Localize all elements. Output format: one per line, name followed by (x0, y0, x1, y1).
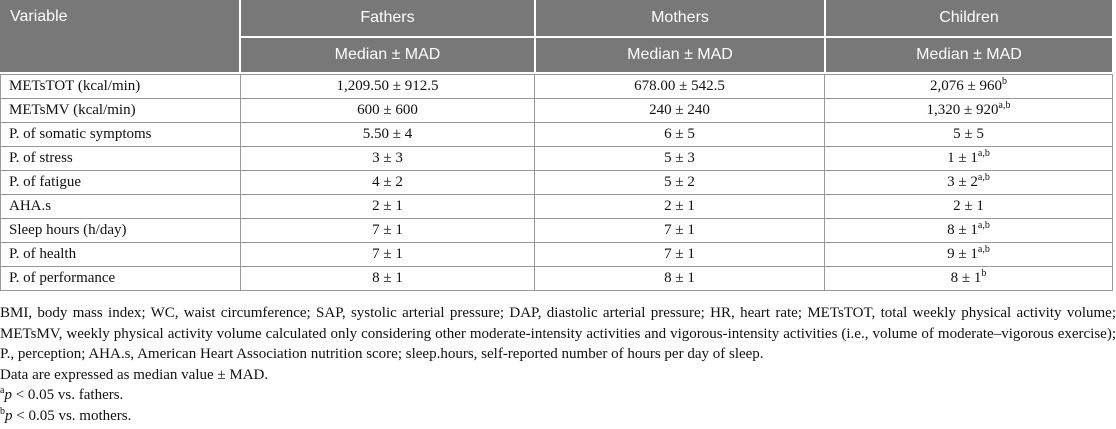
mothers-value-cell: 2 ± 1 (535, 195, 825, 219)
header-group-mothers: Mothers (536, 0, 824, 36)
fathers-value-cell: 3 ± 3 (241, 147, 535, 171)
header-group-children: Children (826, 0, 1112, 36)
children-value-cell (825, 267, 1113, 291)
significance-text-b: < 0.05 vs. mothers. (12, 407, 132, 424)
variable-cell: P. of somatic symptoms (1, 123, 241, 147)
table-row (1, 267, 1113, 291)
fathers-value-cell: 7 ± 1 (241, 243, 535, 267)
p-symbol: p (4, 387, 12, 403)
fathers-value-cell: 1,209.50 ± 912.5 (241, 75, 535, 99)
table-row (1, 195, 1113, 219)
mothers-value-cell: 8 ± 1 (535, 267, 825, 291)
fathers-value-cell: 4 ± 2 (241, 171, 535, 195)
significance-superscript: b (1001, 76, 1007, 88)
significance-note-b (0, 406, 1116, 427)
children-value: 1 ± 1 (947, 150, 978, 167)
subheader-fathers-median-mad: Median ± MAD (241, 38, 534, 72)
children-value: 1,320 ± 920 (926, 102, 999, 119)
children-value-cell (825, 123, 1113, 147)
fathers-value-cell: 600 ± 600 (241, 99, 535, 123)
table-header (0, 0, 1112, 72)
mothers-value-cell: 6 ± 5 (535, 123, 825, 147)
children-value: 9 ± 1 (947, 246, 978, 263)
table-row (1, 171, 1113, 195)
significance-superscript: a,b (977, 148, 990, 160)
subheader-mothers-median-mad: Median ± MAD (536, 38, 824, 72)
table-row (1, 243, 1113, 267)
variable-cell: Sleep hours (h/day) (1, 219, 241, 243)
variable-cell: P. of stress (1, 147, 241, 171)
children-value-cell (825, 219, 1113, 243)
children-value: 2,076 ± 960 (930, 78, 1002, 95)
table-row (1, 219, 1113, 243)
header-group-fathers: Fathers (241, 0, 534, 36)
children-value-cell (825, 195, 1113, 219)
mothers-value-cell: 5 ± 3 (535, 147, 825, 171)
table-row (1, 99, 1113, 123)
children-value-cell (825, 243, 1113, 267)
children-value: 8 ± 1 (950, 270, 982, 287)
fathers-value-cell: 7 ± 1 (241, 219, 535, 243)
mothers-value-cell: 7 ± 1 (535, 243, 825, 267)
header-variable: Variable (0, 0, 239, 72)
significance-note-a (0, 385, 1116, 406)
children-value: 5 ± 5 (953, 126, 984, 143)
children-value-cell (825, 147, 1113, 171)
p-symbol: p (5, 407, 13, 424)
footnote-marker-a: a (0, 385, 5, 396)
variable-cell: P. of performance (1, 267, 241, 291)
variable-cell: METsTOT (kcal/min) (1, 75, 241, 99)
subheader-children-median-mad: Median ± MAD (826, 38, 1112, 72)
variable-cell: METsMV (kcal/min) (1, 99, 241, 123)
table-row (1, 123, 1113, 147)
fathers-value-cell: 8 ± 1 (241, 267, 535, 291)
variable-cell: P. of health (1, 243, 241, 267)
children-value: 2 ± 1 (953, 198, 984, 215)
children-value: 3 ± 2 (947, 174, 978, 191)
children-value: 8 ± 1 (947, 222, 978, 239)
variable-cell: P. of fatigue (1, 171, 241, 195)
mothers-value-cell: 678.00 ± 542.5 (535, 75, 825, 99)
children-value-cell (825, 99, 1113, 123)
mothers-value-cell: 7 ± 1 (535, 219, 825, 243)
children-value-cell (825, 75, 1113, 99)
fathers-value-cell: 2 ± 1 (241, 195, 535, 219)
variable-cell: AHA.s (1, 195, 241, 219)
mothers-value-cell: 240 ± 240 (535, 99, 825, 123)
significance-superscript: a,b (977, 244, 990, 256)
children-value-cell (825, 171, 1113, 195)
significance-superscript: a,b (998, 100, 1011, 112)
data-expression-note: Data are expressed as median value ± MAD. (0, 366, 269, 383)
table-body (0, 74, 1113, 291)
significance-text-a: < 0.05 vs. fathers. (11, 387, 124, 403)
footnote-marker-b: b (0, 405, 5, 417)
abbreviations-note: BMI, body mass index; WC, waist circumference; SAP, systolic arterial pressure; DAP, diastolic arterial pressure; HR, heart rate; METsTOT, total weekly physical activity volume; METsMV, weekly physical activity volume calculated only considering other moderate-intensity activities and vigorous-intensity activities (i.e., volume of moderate–vigorous exercise); P., perception; AHA.s, American Heart Association nutrition score; sleep.hours, self-reported number of hours per day of sleep. (0, 305, 1116, 362)
significance-superscript: b (981, 268, 987, 280)
significance-superscript: a,b (977, 172, 990, 184)
table-row (1, 75, 1113, 99)
table-row (1, 147, 1113, 171)
mothers-value-cell: 5 ± 2 (535, 171, 825, 195)
fathers-value-cell: 5.50 ± 4 (241, 123, 535, 147)
table-footnotes (0, 303, 1116, 426)
significance-superscript: a,b (977, 220, 990, 232)
